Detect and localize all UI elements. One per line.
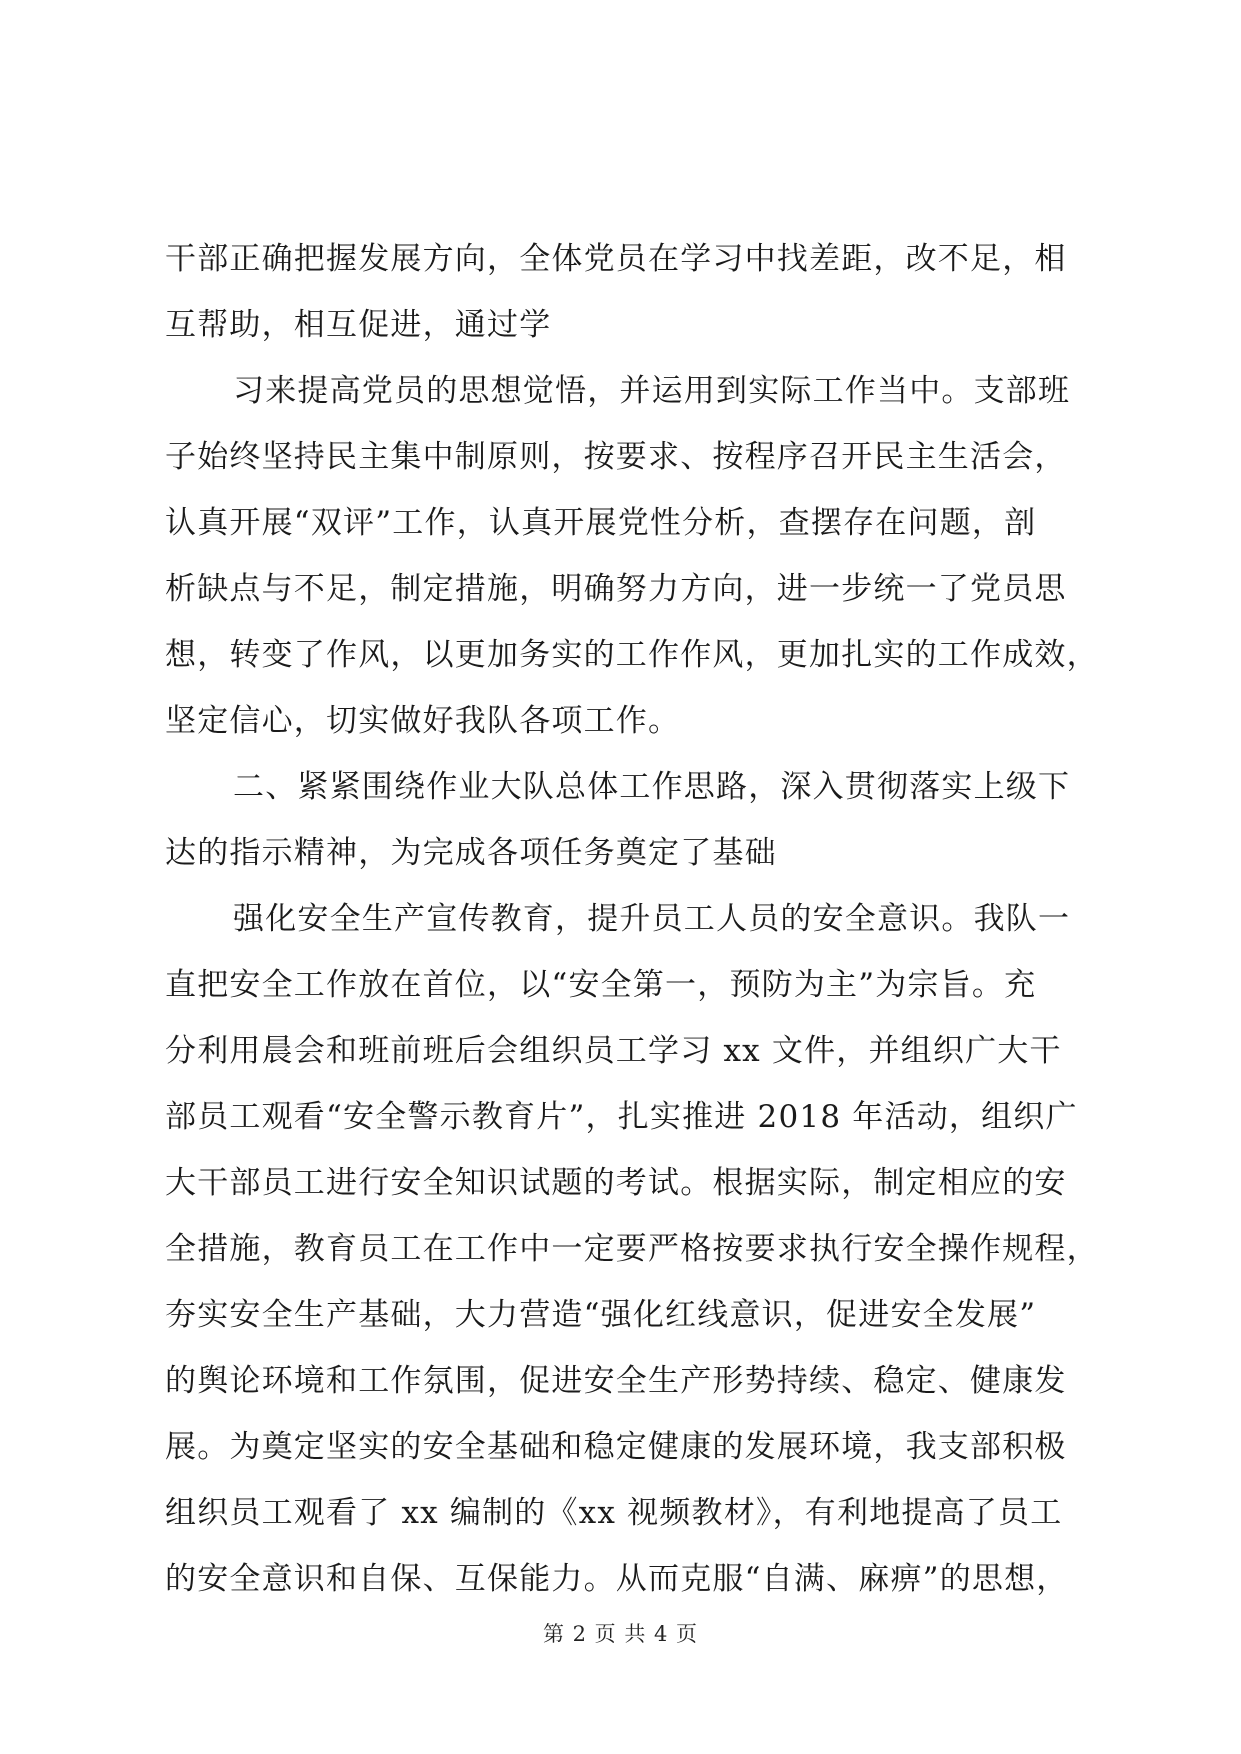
text-line: 全措施，教育员工在工作中一定要严格按要求执行安全操作规程， <box>165 1231 1099 1267</box>
text-line: 展。为奠定坚实的安全基础和稳定健康的发展环境，我支部积极 <box>165 1429 1067 1465</box>
text-line: 组织员工观看了 xx 编制的《xx 视频教材》，有利地提高了员工 <box>165 1495 1063 1531</box>
text-line: 部员工观看“安全警示教育片”，扎实推进 2018 年活动，组织广 <box>165 1099 1078 1135</box>
text-line: 子始终坚持民主集中制原则，按要求、按程序召开民主生活会， <box>165 439 1067 475</box>
text-line: 的安全意识和自保、互保能力。从而克服“自满、麻痹”的思想， <box>165 1561 1069 1597</box>
section-heading-line: 达的指示精神，为完成各项任务奠定了基础 <box>165 835 777 871</box>
text-line: 析缺点与不足，制定措施，明确努力方向，进一步统一了党员思 <box>165 571 1067 607</box>
text-line: 坚定信心，切实做好我队各项工作。 <box>165 703 681 739</box>
page-number-footer: 第 2 页 共 4 页 <box>542 1622 699 1646</box>
text-line: 习来提高党员的思想觉悟，并运用到实际工作当中。支部班 <box>233 373 1071 409</box>
text-line: 干部正确把握发展方向，全体党员在学习中找差距，改不足，相 <box>165 241 1067 277</box>
text-line: 的舆论环境和工作氛围，促进安全生产形势持续、稳定、健康发 <box>165 1363 1067 1399</box>
text-line: 分利用晨会和班前班后会组织员工学习 xx 文件，并组织广大干 <box>165 1033 1062 1069</box>
text-line: 强化安全生产宣传教育，提升员工人员的安全意识。我队一 <box>233 901 1071 937</box>
text-line: 大干部员工进行安全知识试题的考试。根据实际，制定相应的安 <box>165 1165 1067 1201</box>
text-line: 互帮助，相互促进，通过学 <box>165 307 552 343</box>
text-line: 夯实安全生产基础，大力营造“强化红线意识，促进安全发展” <box>165 1297 1037 1333</box>
text-line: 直把安全工作放在首位，以“安全第一，预防为主”为宗旨。充 <box>165 967 1037 1003</box>
body-text <box>165 226 1099 1612</box>
section-heading-line: 二、紧紧围绕作业大队总体工作思路，深入贯彻落实上级下 <box>233 769 1071 805</box>
text-line: 认真开展“双评”工作，认真开展党性分析，查摆存在问题，剖 <box>165 505 1037 541</box>
text-line: 想，转变了作风，以更加务实的工作作风，更加扎实的工作成效， <box>165 637 1099 673</box>
